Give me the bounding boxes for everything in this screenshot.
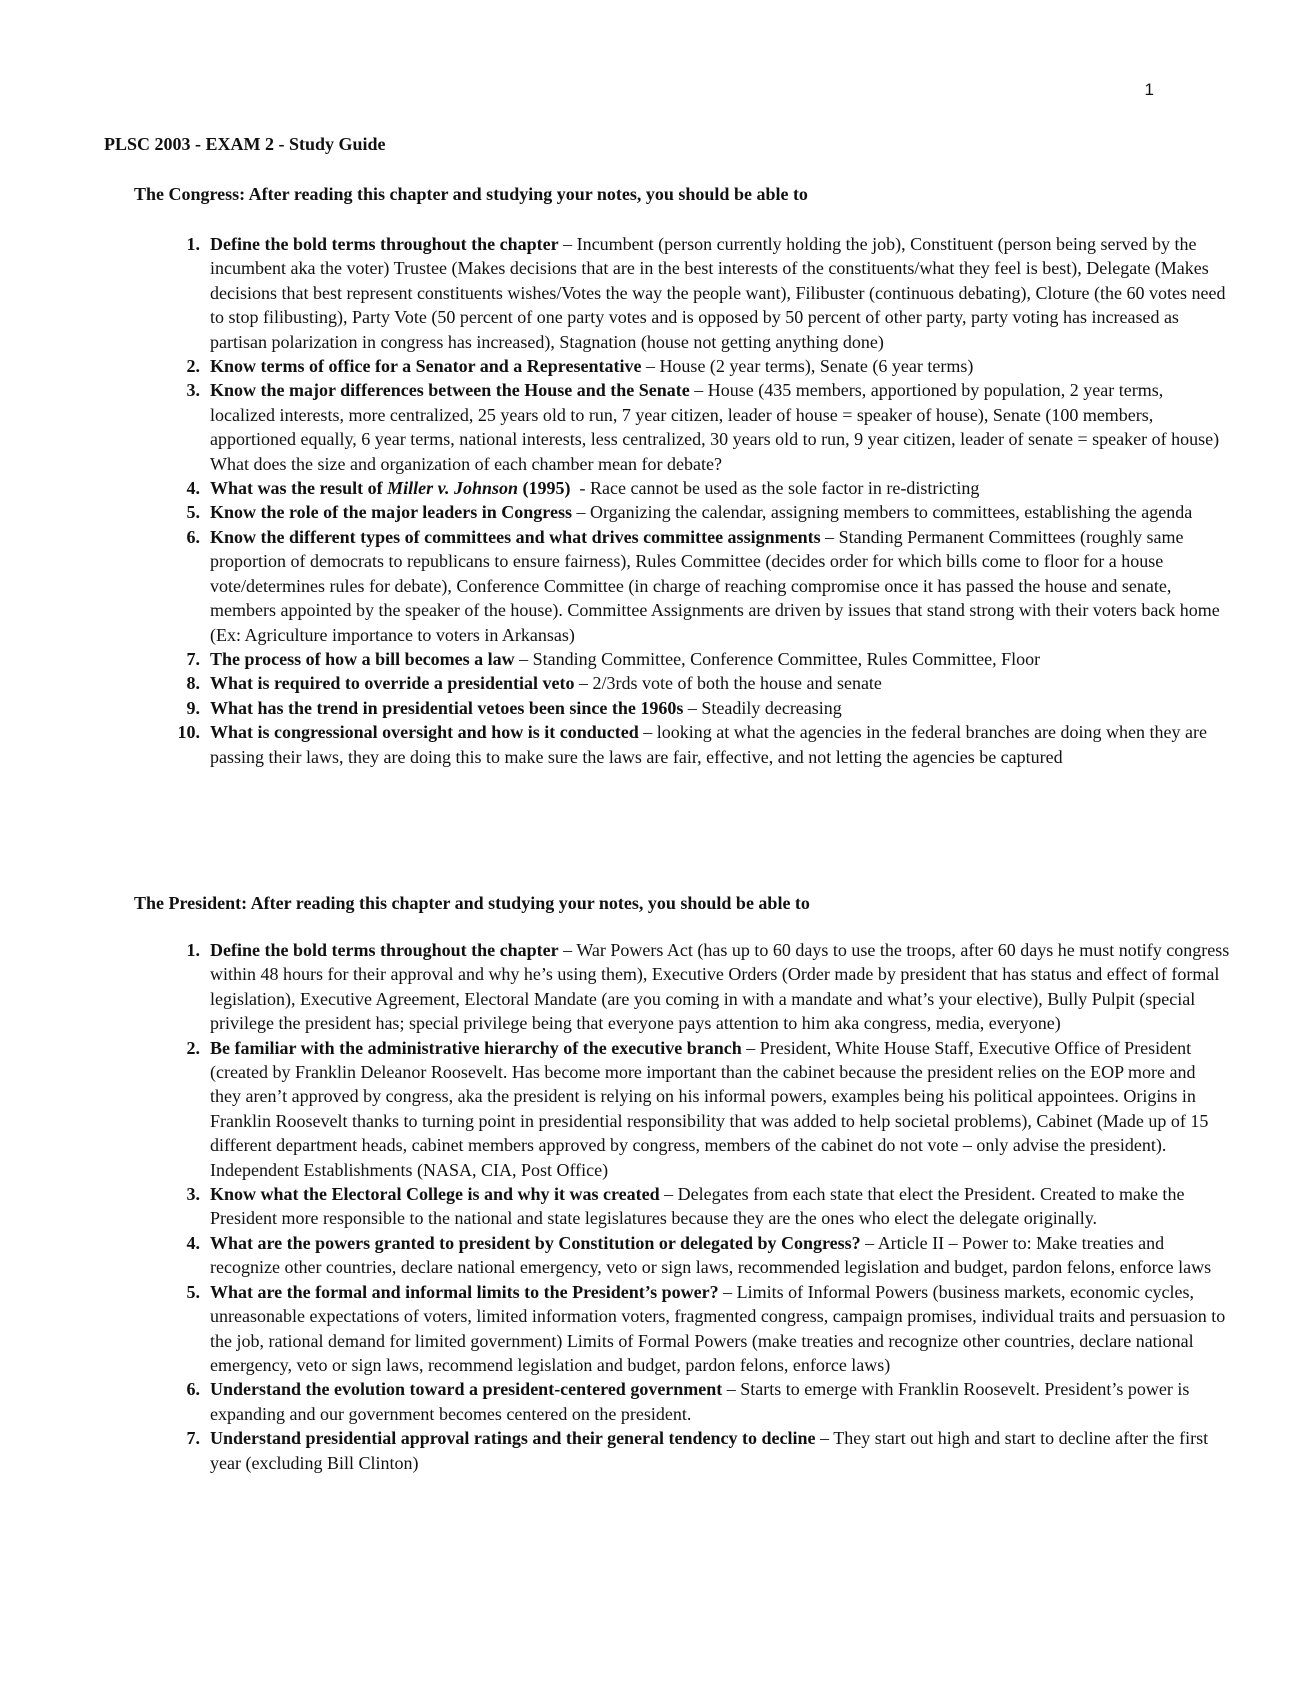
item-number: 5.: [186, 502, 200, 523]
question: Be familiar with the administrative hierarchy of the executive branch: [210, 1037, 742, 1058]
list-item: 2. Know terms of office for a Senator and a Representative – House (2 year terms), Senate (6 year terms): [210, 354, 1230, 378]
item-number: 7.: [186, 1428, 200, 1449]
list-item: 1. Define the bold terms throughout the chapter – War Powers Act (has up to 60 days to use the troops, after 60 days he must notify congress within 48 hours for their approval and why he’s using them), Executive Orders (Order made by president that has status and effect of formal legislation), Executive Agreement, Electoral Mandate (are you coming in with a mandate and what’s your elective), Bully Pulpit (special privilege the president has; special privilege being that everyone pays attention to him aka congress, media, everyone): [210, 938, 1230, 1036]
answer: Steadily decreasing: [701, 697, 842, 718]
question: What has the trend in presidential vetoes been since the 1960s: [210, 697, 684, 718]
question: Define the bold terms throughout the chapter: [210, 234, 559, 254]
question: Understand the evolution toward a president-centered government: [210, 1379, 723, 1400]
answer: President, White House Staff, Executive Office of President (created by Franklin Deleanor Roosevelt. Has become more important than the cabinet because the president relies on the EOP more and they aren’t approved by congress, aka the president is relying on his informal powers, examples being his political appointees. Origins in Franklin Roosevelt thanks to turning point in presidential responsibility that was added to help societal problems), Cabinet (Made up of 15 different department heads, cabinet members approved by congress, members of the cabinet do not vote – only advise the president). Independent Establishments (NASA, CIA, Post Office): [210, 1037, 1209, 1180]
list-item: 7. The process of how a bill becomes a law – Standing Committee, Conference Committee, Rules Committee, Floor: [210, 647, 1230, 671]
list-item: [186, 476, 1230, 500]
question: Know the different types of committees and what drives committee assignments: [210, 526, 821, 547]
question: Know what the Electoral College is and why it was created: [210, 1184, 660, 1205]
list-item: 5. Know the role of the major leaders in Congress – Organizing the calendar, assigning members to committees, establishing the agenda: [210, 500, 1230, 524]
list-item: 8. What is required to override a presidential veto – 2/3rds vote of both the house and senate: [210, 671, 1230, 695]
question: The process of how a bill becomes a law: [210, 648, 515, 669]
question: What is required to override a presidential veto: [210, 673, 575, 694]
item-number: 5.: [186, 1281, 200, 1302]
answer: Race cannot be used as the sole factor in re-districting: [590, 478, 980, 499]
list-item: 3. Know what the Electoral College is and why it was created – Delegates from each state that elect the President. Created to make the President more responsible to the national and state legislatures because they are the ones who elect the delegate originally.: [210, 1182, 1230, 1231]
question-text: What was the result of: [210, 478, 388, 499]
case-year: (1995): [518, 478, 571, 499]
answer: House (435 members, apportioned by population, 2 year terms, localized interests, more centralized, 25 years old to run, 7 year citizen, leader of house = speaker of house), Senate (100 members, apportioned equally, 6 year terms, national interests, less centralized, 30 years old to run, 9 year citizen, leader of senate = speaker of house) What does the size and organization of each chamber mean for debate?: [210, 380, 1220, 474]
list-item: 2. Be familiar with the administrative hierarchy of the executive branch – President, White House Staff, Executive Office of President (created by Franklin Deleanor Roosevelt. Has become more important than the cabinet because the president relies on the EOP more and they aren’t approved by congress, aka the president is relying on his informal powers, examples being his political appointees. Origins in Franklin Roosevelt thanks to turning point in presidential responsibility that was added to help societal problems), Cabinet (Made up of 15 different department heads, cabinet members approved by congress, members of the cabinet do not vote – only advise the president). Independent Establishments (NASA, CIA, Post Office): [210, 1036, 1230, 1182]
answer: Delegates from each state that elect the President. Created to make the President more responsible to the national and state legislatures because they are the ones who elect the delegate originally.: [210, 1184, 1185, 1229]
list-item: 7. Understand presidential approval ratings and their general tendency to decline – They start out high and start to decline after the first year (excluding Bill Clinton): [210, 1426, 1230, 1475]
answer: Limits of Informal Powers (business markets, economic cycles, unreasonable expectations of voters, limited information voters, fragmented congress, campaign promises, individual traits and persuasion to the job, rational demand for limited government) Limits of Formal Powers (make treaties and recognize other countries, declare national emergency, veto or sign laws, recommend legislation and budget, pardon felons, enforce laws): [210, 1281, 1226, 1375]
answer: Standing Committee, Conference Committee, Rules Committee, Floor: [532, 648, 1041, 669]
item-number: 1.: [186, 234, 200, 254]
case-name: Miller v. Johnson: [387, 478, 519, 499]
list-item: 6. Understand the evolution toward a president-centered government – Starts to emerge with Franklin Roosevelt. President’s power is expanding and our government becomes centered on the president.: [210, 1377, 1230, 1426]
answer: looking at what the agencies in the federal branches are doing when they are passing their laws, they are doing this to make sure the laws are fair, effective, and not letting the agencies be captured: [210, 722, 1207, 767]
page-number: 1: [1144, 80, 1154, 99]
item-number: 4.: [186, 1232, 200, 1253]
question: Know the role of the major leaders in Congress: [210, 502, 572, 523]
president-question-list: [186, 938, 1230, 1475]
document-title: PLSC 2003 - EXAM 2 - Study Guide: [104, 134, 386, 154]
list-item: 1. Define the bold terms throughout the chapter – Incumbent (person currently holding the job), Constituent (person being served by the incumbent aka the voter) Trustee (Makes decisions that are in the best interests of the constituents/what they feel is best), Delegate (Makes decisions that best represent constituents wishes/Votes the way the people want), Filibuster (continuous debating), Cloture (the 60 votes need to stop filibusting), Party Vote (50 percent of one party votes and is opposed by 50 percent of other party, party voting has increased as partisan polarization in congress has increased), Stagnation (house not getting anything done): [210, 232, 1230, 354]
item-number: 8.: [186, 673, 200, 694]
item-number: 10.: [177, 722, 200, 743]
question: What is congressional oversight and how is it conducted: [210, 722, 639, 743]
item-number: 6.: [186, 526, 200, 547]
question: Know terms of office for a Senator and a Representative: [210, 356, 642, 377]
answer: House (2 year terms), Senate (6 year terms): [659, 356, 974, 377]
answer: War Powers Act (has up to 60 days to use the troops, after 60 days he must notify congress within 48 hours for their approval and why he’s using them), Executive Orders (Order made by president that has status and effect of formal legislation), Executive Agreement, Electoral Mandate (are you coming in with a mandate and what’s your elective), Bully Pulpit (special privilege the president has; special privilege being that everyone pays attention to him aka congress, media, everyone): [210, 940, 1230, 1034]
question: Define the bold terms throughout the chapter: [210, 940, 559, 960]
list-item: 10. What is congressional oversight and how is it conducted – looking at what the agencies in the federal branches are doing when they are passing their laws, they are doing this to make sure the laws are fair, effective, and not letting the agencies be captured: [210, 720, 1230, 769]
question: Understand presidential approval ratings and their general tendency to decline: [210, 1428, 816, 1449]
answer: Standing Permanent Committees (roughly same proportion of democrats to republicans to ensure fairness), Rules Committee (decides order for which bills come to floor for a house vote/determines rules for debate), Conference Committee (in charge of reaching compromise once it has passed the house and senate, members appointed by the speaker of the house). Committee Assignments are driven by issues that stand strong with their voters back home (Ex: Agriculture importance to voters in Arkansas): [210, 526, 1220, 645]
list-item: 6. Know the different types of committees and what drives committee assignments – Standing Permanent Committees (roughly same proportion of democrats to republicans to ensure fairness), Rules Committee (decides order for which bills come to floor for a house vote/determines rules for debate), Conference Committee (in charge of reaching compromise once it has passed the house and senate, members appointed by the speaker of the house). Committee Assignments are driven by issues that stand strong with their voters back home (Ex: Agriculture importance to voters in Arkansas): [210, 525, 1230, 647]
answer: 2/3rds vote of both the house and senate: [592, 673, 882, 694]
list-item: 3. Know the major differences between the House and the Senate – House (435 members, apportioned by population, 2 year terms, localized interests, more centralized, 25 years old to run, 7 year citizen, leader of house = speaker of house), Senate (100 members, apportioned equally, 6 year terms, national interests, less centralized, 30 years old to run, 9 year citizen, leader of senate = speaker of house) What does the size and organization of each chamber mean for debate?: [210, 378, 1230, 476]
question: What are the powers granted to president by Constitution or delegated by Congress?: [210, 1232, 861, 1253]
answer: Incumbent (person currently holding the job), Constituent (person being served by the incumbent aka the voter) Trustee (Makes decisions that are in the best interests of the constituents/what they feel is best), Delegate (Makes decisions that best represent constituents wishes/Votes the way the people want), Filibuster (continuous debating), Cloture (the 60 votes need to stop filibusting), Party Vote (50 percent of one party votes and is opposed by 50 percent of other party, party voting has increased as partisan polarization in congress has increased), Stagnation (house not getting anything done): [210, 234, 1226, 352]
list-item: 5. What are the formal and informal limits to the President’s power? – Limits of Informal Powers (business markets, economic cycles, unreasonable expectations of voters, limited information voters, fragmented congress, campaign promises, individual traits and persuasion to the job, rational demand for limited government) Limits of Formal Powers (make treaties and recognize other countries, declare national emergency, veto or sign laws, recommend legislation and budget, pardon felons, enforce laws): [210, 1280, 1230, 1378]
question: Know the major differences between the House and the Senate: [210, 380, 690, 401]
congress-question-list: [177, 232, 1230, 769]
item-number: 3.: [186, 1184, 200, 1205]
answer: Organizing the calendar, assigning members to committees, establishing the agenda: [589, 502, 1193, 523]
item-number: 4.: [186, 478, 200, 499]
question: [210, 478, 571, 498]
question: What are the formal and informal limits to the President’s power?: [210, 1281, 719, 1302]
answer: They start out high and start to decline after the first year (excluding Bill Clinton): [210, 1428, 1209, 1473]
item-number: 7.: [186, 648, 200, 669]
list-item: 9. What has the trend in presidential vetoes been since the 1960s – Steadily decreasing: [210, 696, 1230, 720]
item-number: 6.: [186, 1379, 200, 1400]
answer: Starts to emerge with Franklin Roosevelt. President’s power is expanding and our government becomes centered on the president.: [210, 1379, 1190, 1424]
item-number: 2.: [186, 356, 200, 377]
item-number: 3.: [186, 380, 200, 401]
answer: Article II – Power to: Make treaties and recognize other countries, declare national emergency, veto or sign laws, recommended legislation and budget, pardon felons, enforce laws: [210, 1232, 1212, 1278]
president-section-heading: The President: After reading this chapter and studying your notes, you should be able to: [134, 893, 810, 913]
congress-section-heading: The Congress: After reading this chapter and studying your notes, you should be able to: [134, 184, 808, 204]
item-number: 2.: [186, 1037, 200, 1058]
separator: -: [570, 478, 591, 499]
item-number: 1.: [186, 940, 200, 960]
list-item: 4. What are the powers granted to president by Constitution or delegated by Congress? – Article II – Power to: Make treaties and recognize other countries, declare national emergency, veto or sign laws, recommended legislation and budget, pardon felons, enforce laws: [210, 1231, 1230, 1280]
item-number: 9.: [186, 697, 200, 718]
